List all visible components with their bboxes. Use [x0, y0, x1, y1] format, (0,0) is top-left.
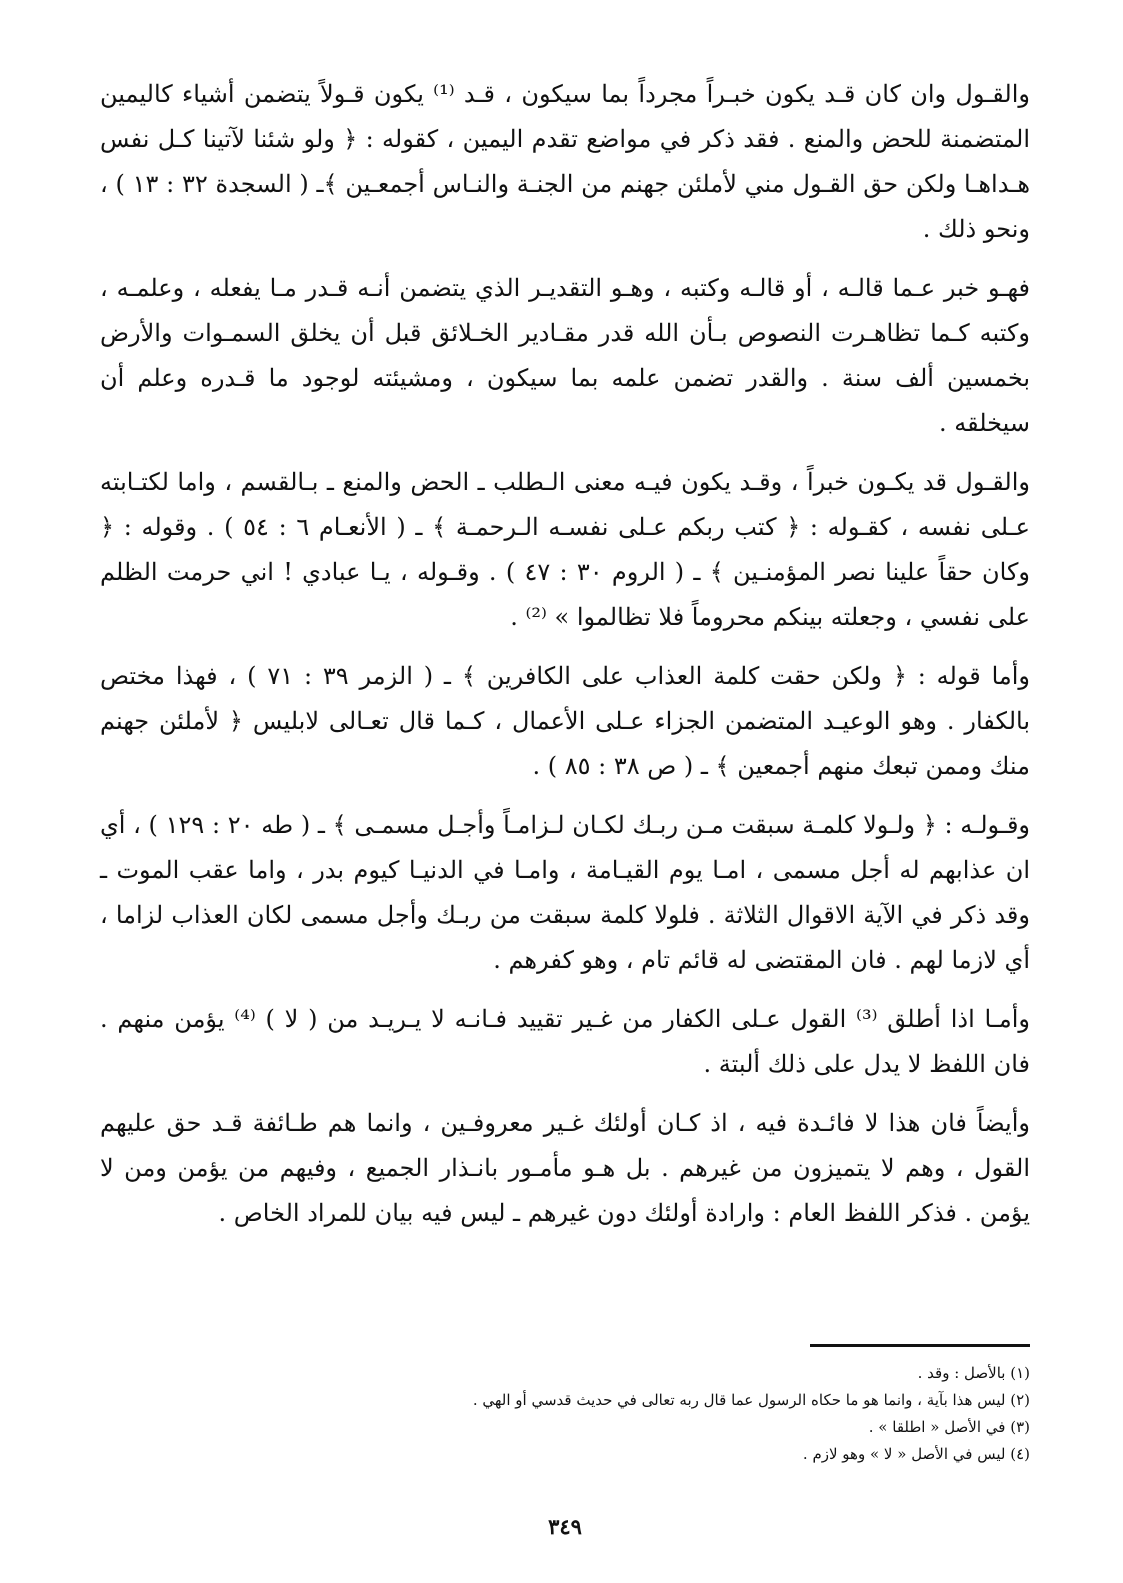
paragraph-4: وأما قوله : ﴿ ولكن حقت كلمة العذاب على الكافرين ﴾ ـ ( الزمر ٣٩ : ٧١ ) ، فهذا مختص بالكفار . وهو الوعيـد المتضمن الجزاء عـلى الأعمال ، كـما قال تعـالى لابليس ﴿ لأملئن جهنم منك وممن تبعك منهم أجمعين ﴾ ـ ( ص ٣٨ : ٨٥ ) .	[100, 662, 1031, 780]
paragraph-3: والقـول قد يكـون خبراً ، وقـد يكون فيـه معنى الـطلب ـ الحض والمنع ـ بـالقسم ، واما لكتـابته عـلى نفسه ، كقـوله : ﴿ كتب ربكم عـلى نفسـه الـرحمـة ﴾ ـ ( الأنعـام ٦ : ٥٤ ) . وقوله : ﴿ وكان حقاً علينا نصر المؤمنـين ﴾ ـ ( الروم ٣٠ : ٤٧ ) . وقـوله ، يـا عبادي ! اني حرمت الظلم على نفسي ، وجعلته بينكم محروماً فلا تظالموا » ⁽²⁾ .	[100, 468, 1031, 631]
footnote-3: (٣) في الأصل « اطلقا » .	[868, 1418, 1030, 1436]
paragraph-5: وقـولـه : ﴿ ولـولا كلمـة سبقت مـن ربـك لكـان لـزامـاً وأجـل مسمـى ﴾ ـ ( طه ٢٠ : ١٢٩ ) ، أي ان عذابهم له أجل مسمى ، امـا يوم القيـامة ، وامـا في الدنيـا كيوم بدر ، واما عقب الموت ـ وقد ذكر في الآية الاقوال الثلاثة . فلولا كلمة سبقت من ربـك وأجل مسمى لكان العذاب لزاما ، أي لازما لهم . فان المقتضى له قائم تام ، وهو كفرهم .	[100, 811, 1031, 974]
paragraph-1: والقـول وان كان قـد يكون خبـراً مجرداً بما سيكون ، قـد ⁽¹⁾ يكون قـولاً يتضمن أشياء كاليمين المتضمنة للحض والمنع . فقد ذكر في مواضع تقدم اليمين ، كقوله : ﴿ ولو شئنا لآتينا كـل نفس هـداهـا ولكن حق القـول مني لأملئن جهنم من الجنـة والنـاس أجمعـين ﴾ـ ( السجدة ٣٢ : ١٣ ) ، ونحو ذلك .	[100, 80, 1031, 243]
footnote-divider	[810, 1344, 1030, 1347]
book-page	[100, 72, 1030, 1552]
paragraph-7: وأيضاً فان هذا لا فائـدة فيه ، اذ كـان أولئك غـير معروفـين ، وانما هم طـائفة قـد حق عليهم القول ، وهم لا يتميزون من غيرهم . بل هـو مأمـور بانـذار الجميع ، وفيهم من يؤمن ومن لا يؤمن . فذكر اللفظ العام : وارادة أولئك دون غيرهم ـ ليس فيه بيان للمراد الخاص .	[100, 1109, 1030, 1227]
paragraph-6: وأمـا اذا أطلق ⁽³⁾ القول عـلى الكفار من غـير تقييد فـانـه لا يـريـد من ( لا ) ⁽⁴⁾ يؤمن منهم . فان اللفظ لا يدل على ذلك ألبتة .	[100, 1005, 1031, 1078]
footnote-4: (٤) ليس في الأصل « لا » وهو لازم .	[802, 1445, 1030, 1463]
page-number: ٣٤٩	[548, 1514, 582, 1539]
footnotes	[100, 1360, 1030, 1468]
paragraph-2: فهـو خبر عـما قالـه ، أو قالـه وكتبه ، وهـو التقديـر الذي يتضمن أنـه قـدر مـا يفعله ، وعلمـه ، وكتبه كـما تظاهـرت النصوص بـأن الله قدر مقـادير الخـلائق قبل أن يخلق السمـوات والأرض بخمسين ألف سنة . والقدر تضمن علمه بما سيكون ، ومشيئته لوجود ما قـدره وعلم أن سيخلقه .	[100, 274, 1031, 437]
footnote-1: (١) بالأصل : وقد .	[917, 1364, 1030, 1382]
footnote-2: (٢) ليس هذا بآية ، وانما هو ما حكاه الرسول عما قال ربه تعالى في حديث قدسي أو الهي .	[472, 1391, 1030, 1409]
